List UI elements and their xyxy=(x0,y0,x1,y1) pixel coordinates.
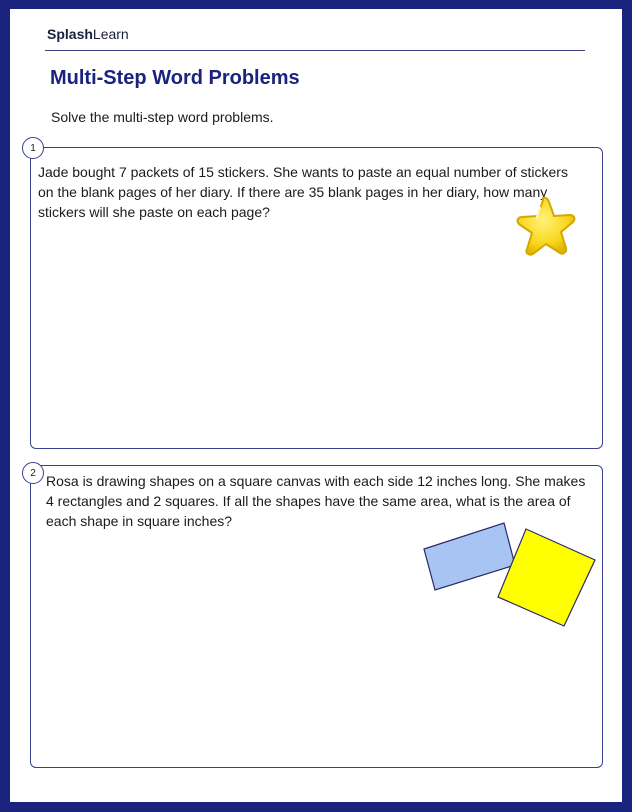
rectangle-and-square-shapes xyxy=(420,519,600,629)
problem-2-number-badge: 2 xyxy=(22,462,44,484)
yellow-square-shape xyxy=(498,529,595,626)
header-divider xyxy=(45,50,585,51)
star-shape xyxy=(518,198,575,255)
star-icon xyxy=(510,194,582,264)
problem-2-text: Rosa is drawing shapes on a square canvas with each side 12 inches long. She makes 4 rectangles and 2 squares. If all the shapes have the same area, what is the area of each shape in square inches? xyxy=(46,473,586,529)
problem-1-text: Jade bought 7 packets of 15 stickers. She wants to paste an equal number of stickers on the blank pages of her diary. If there are 35 blank pages in her diary, how many stickers will she paste on each page? xyxy=(38,164,568,220)
splashlearn-logo xyxy=(47,26,129,42)
blue-rectangle-shape xyxy=(424,523,515,590)
worksheet-title: Multi-Step Word Problems xyxy=(50,67,300,89)
worksheet-instructions: Solve the multi-step word problems. xyxy=(51,109,274,125)
problem-1-number-badge: 1 xyxy=(22,137,44,159)
logo-text-splash: Splash xyxy=(47,26,93,42)
logo-text-learn: Learn xyxy=(92,26,129,42)
worksheet-page xyxy=(10,9,622,802)
